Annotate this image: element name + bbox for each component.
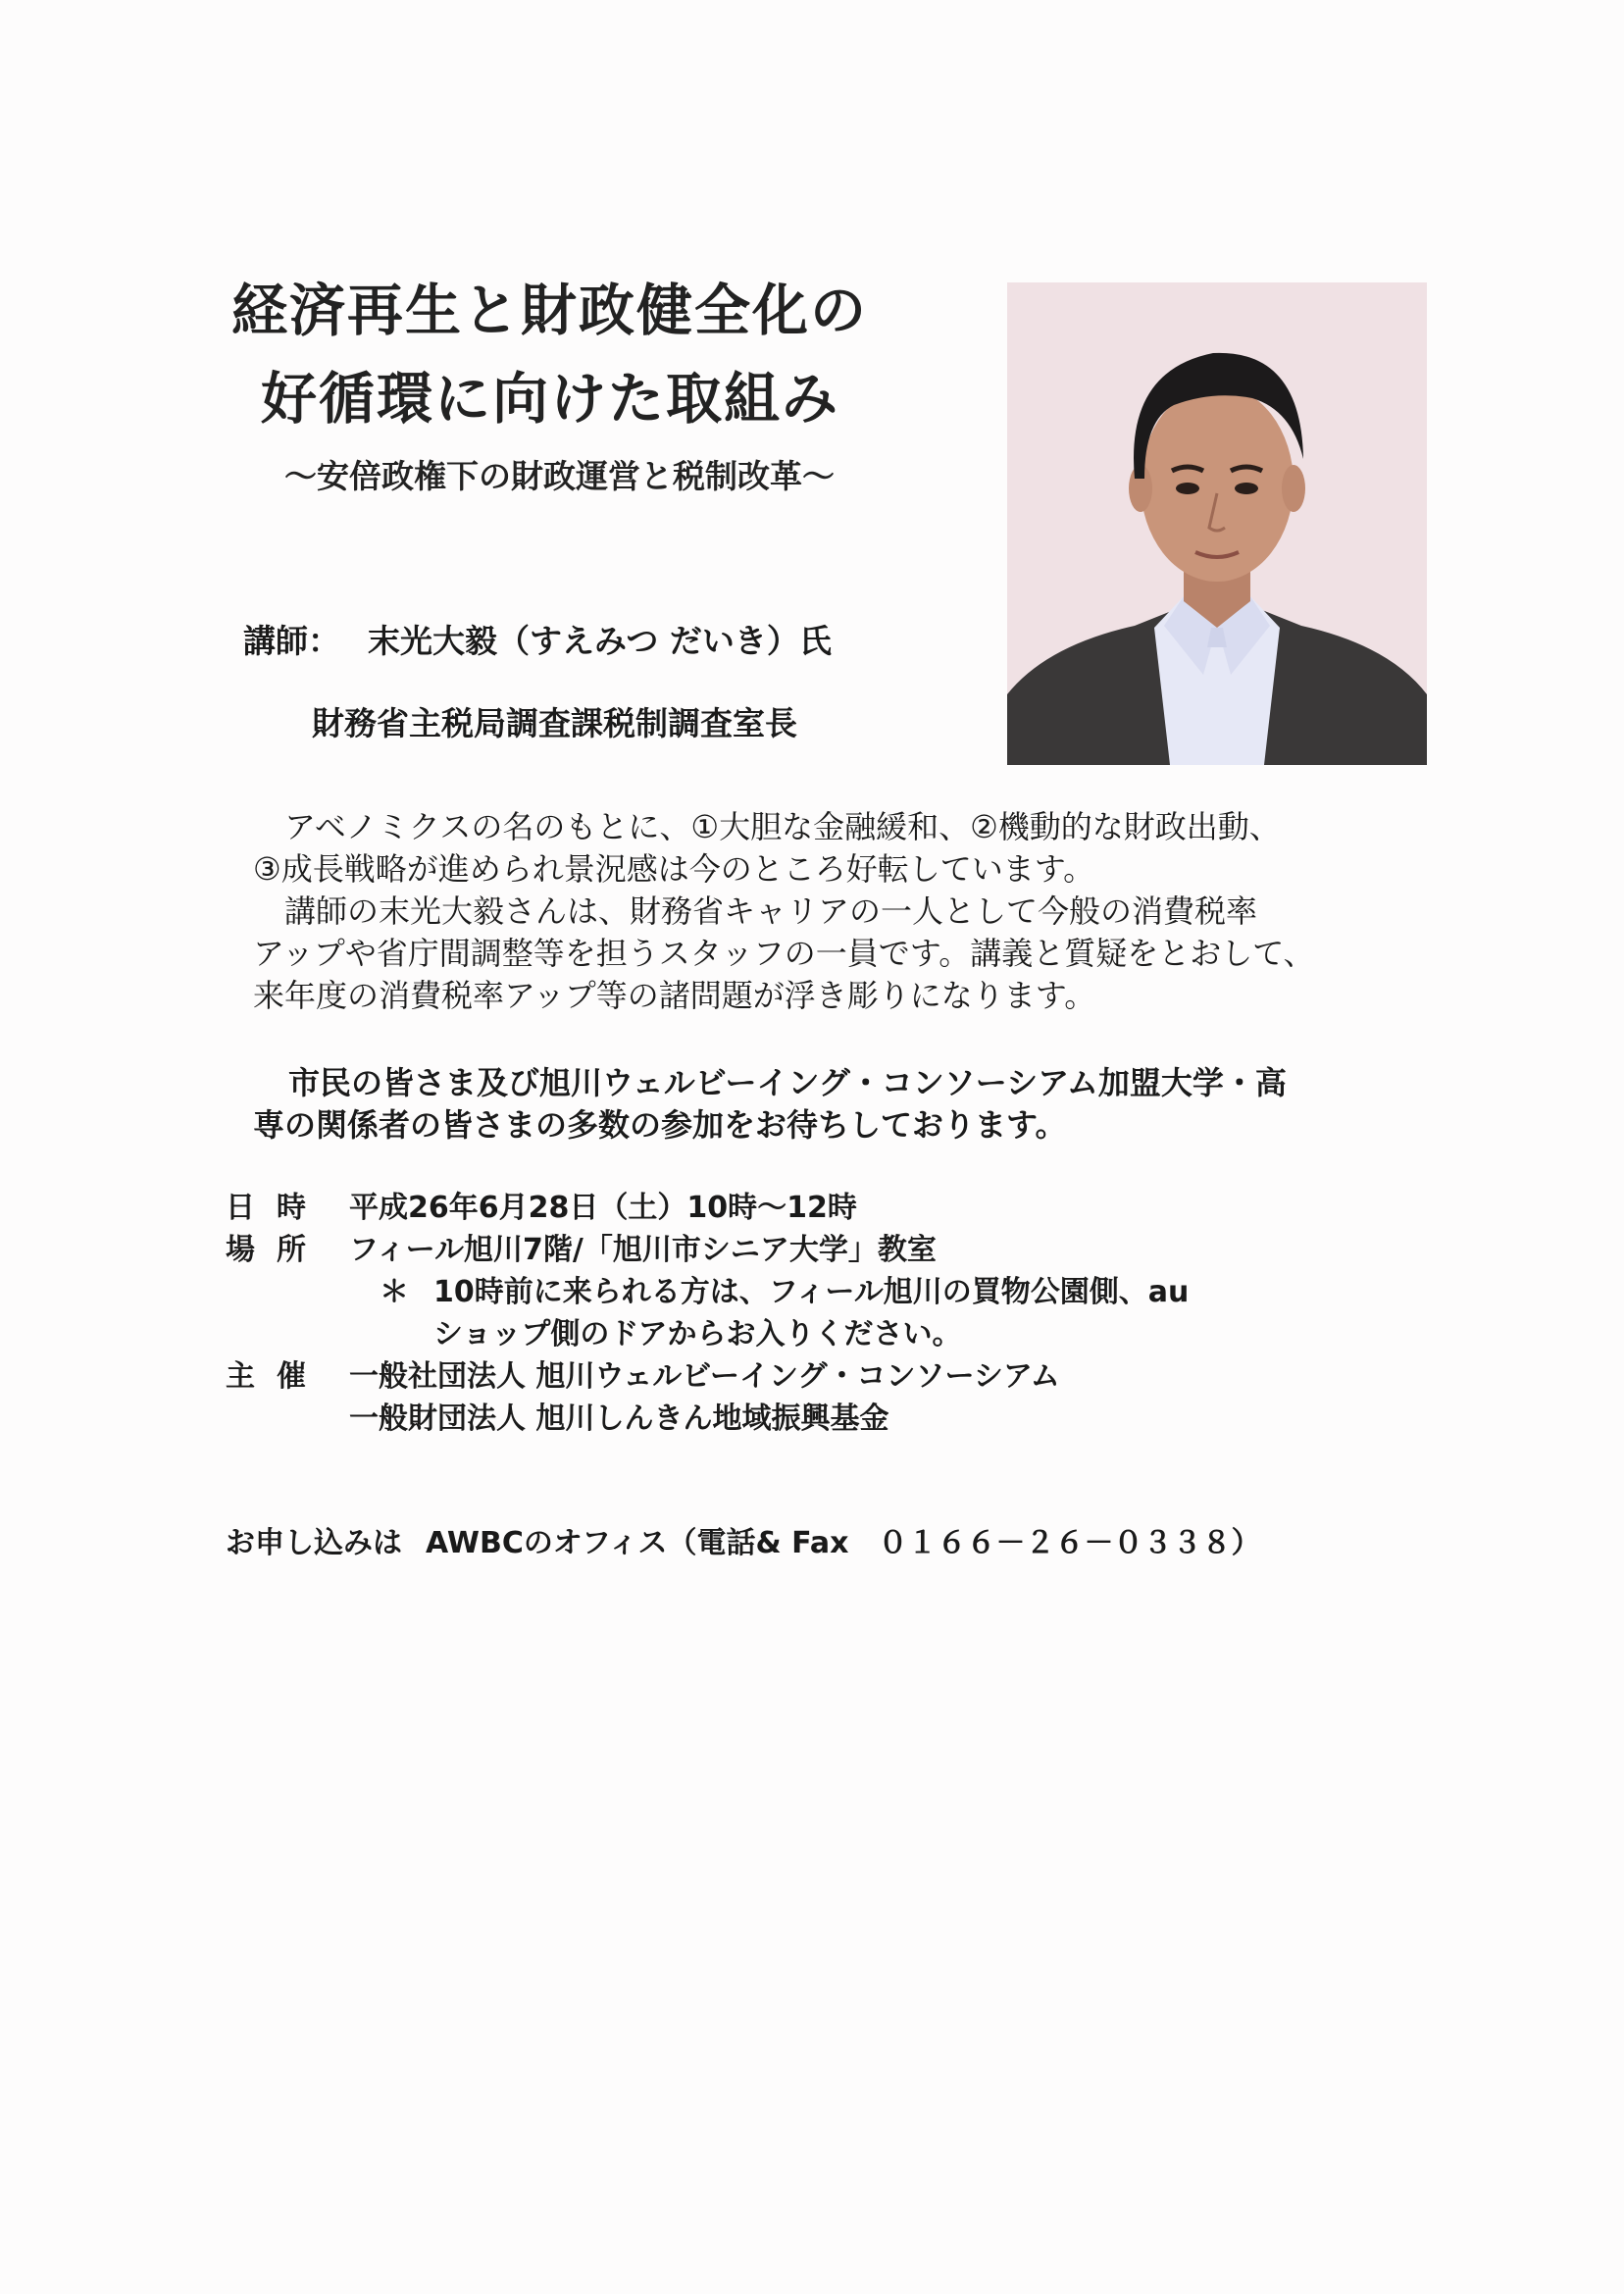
intro-line: ③成長戦略が進められ景況感は今のところ好転しています。: [253, 850, 1095, 888]
intro-line: アベノミクスの名のもとに、①大胆な金融緩和、②機動的な財政出動、: [284, 808, 1281, 845]
invitation-paragraph: [253, 1062, 1342, 1147]
event-title: [231, 267, 938, 443]
host-row: [226, 1355, 1353, 1398]
event-details: [226, 1187, 1353, 1440]
lecturer-position: 財務省主税局調査課税制調査室長: [312, 704, 797, 742]
invite-line: 市民の皆さま及び旭川ウェルビーイング・コンソーシアム加盟大学・高: [288, 1064, 1287, 1101]
place-row: [226, 1229, 1353, 1271]
date-row: [226, 1187, 1353, 1229]
invite-line: 専の関係者の皆さまの多数の参加をお待ちしております。: [253, 1106, 1067, 1144]
intro-line: アップや省庁間調整等を担うスタッフの一員です。講義と質疑をとおして、: [253, 935, 1315, 972]
apply-label: お申し込みは: [226, 1526, 402, 1560]
intro-line: 講師の末光大毅さんは、財務省キャリアの一人として今般の消費税率: [284, 892, 1258, 930]
place-value: フィール旭川7階/「旭川市シニア大学」教室: [349, 1233, 937, 1267]
host-label: 主催: [226, 1359, 328, 1394]
lecturer-line: [243, 616, 832, 662]
host-value-2: 一般財団法人 旭川しんきん地域振興基金: [349, 1402, 889, 1436]
date-value: 平成26年6月28日（土）10時～12時: [349, 1191, 857, 1225]
intro-paragraph: [253, 806, 1342, 1017]
event-subtitle: ～安倍政権下の財政運営と税制改革～: [284, 457, 835, 495]
apply-office: AWBCのオフィス（電話& Fax ０１６６－２６－０３３８）: [426, 1526, 1261, 1560]
place-label: 場所: [226, 1233, 328, 1267]
note-line-1: 10時前に来られる方は、フィール旭川の買物公園側、au: [433, 1275, 1190, 1309]
application-contact: [226, 1518, 1284, 1561]
title-line-1: 経済再生と財政健全化の: [231, 279, 868, 343]
lecturer-photo: [1007, 282, 1427, 765]
portrait-illustration: [1007, 282, 1427, 765]
entry-note: [226, 1271, 1353, 1313]
lecturer-label: 講師：: [243, 622, 340, 660]
date-label: 日時: [226, 1191, 328, 1225]
note-line-2: ショップ側のドアからお入りください。: [433, 1317, 962, 1351]
lecturer-name: 末光大毅（すえみつ だいき）氏: [368, 622, 832, 660]
note-asterisk: ＊: [380, 1275, 409, 1309]
intro-line: 来年度の消費税率アップ等の諸問題が浮き彫りになります。: [253, 977, 1096, 1014]
title-line-2: 好循環に向けた取組み: [261, 367, 839, 432]
host-value-1: 一般社団法人 旭川ウェルビーイング・コンソーシアム: [349, 1359, 1060, 1394]
